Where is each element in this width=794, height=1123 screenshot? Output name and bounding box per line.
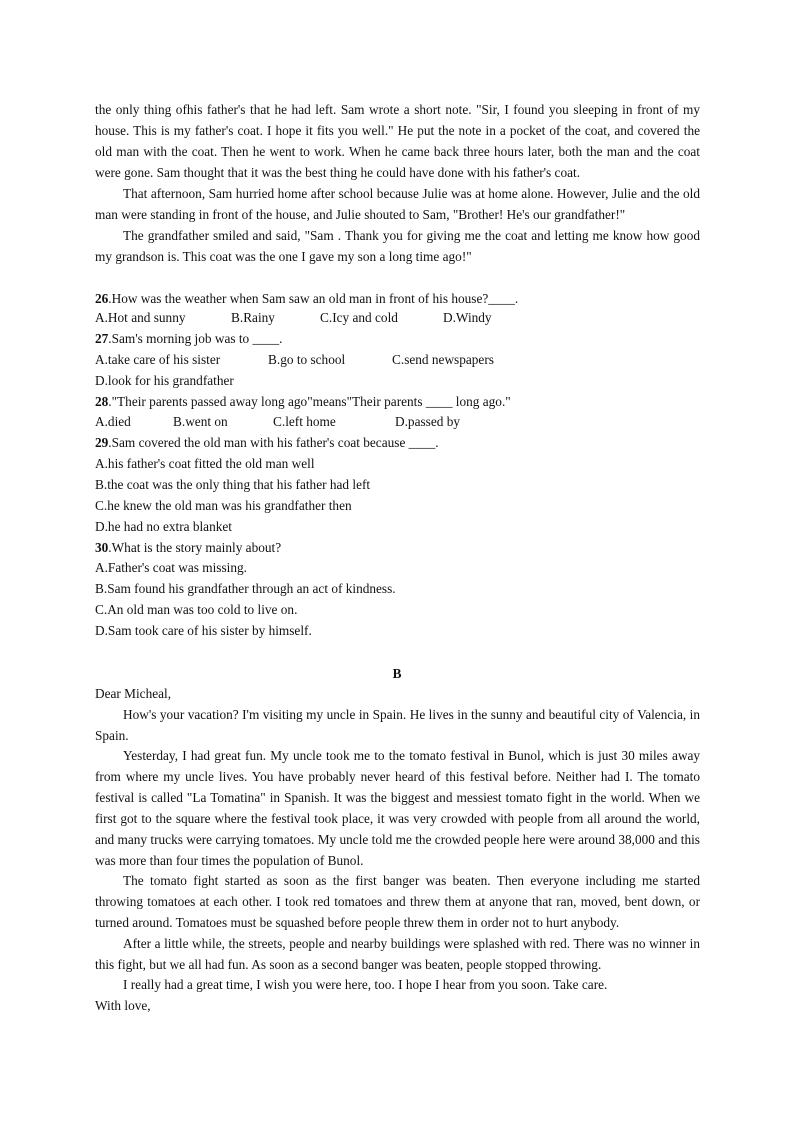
option-c[interactable]: C.An old man was too cold to live on.: [95, 602, 298, 617]
question-text: ."Their parents passed away long ago"means"Their parents ____ long ago.": [108, 394, 511, 409]
letter-paragraph-1: How's your vacation? I'm visiting my uncle in Spain. He lives in the sunny and beautiful city of Valencia, in Spain.: [95, 707, 700, 743]
question-29: [95, 432, 439, 453]
question-number: 27: [95, 331, 109, 346]
option-a[interactable]: A.Hot and sunny: [95, 310, 186, 325]
option-d[interactable]: D.look for his grandfather: [95, 373, 234, 388]
option-a[interactable]: A.Father's coat was missing.: [95, 560, 247, 575]
question-26-options: [95, 307, 492, 328]
option-b[interactable]: B.Sam found his grandfather through an act of kindness.: [95, 581, 396, 596]
question-number: 30: [95, 540, 109, 555]
letter-closing: With love,: [95, 998, 151, 1013]
question-text: .How was the weather when Sam saw an old man in front of his house?____.: [108, 291, 519, 306]
option-b[interactable]: B.the coat was the only thing that his father had left: [95, 477, 371, 492]
option-b[interactable]: B.go to school: [268, 352, 346, 367]
option-c[interactable]: C.he knew the old man was his grandfather then: [95, 498, 352, 513]
question-number: 29: [95, 435, 109, 450]
letter-paragraph-5: I really had a great time, I wish you were here, too. I hope I hear from you soon. Take care.: [123, 977, 608, 992]
option-d[interactable]: D.Sam took care of his sister by himself.: [95, 623, 312, 638]
letter-paragraph-4: After a little while, the streets, people and nearby buildings were splashed with red. There was no winner in this fight, but we all had fun. As soon as a second banger was beaten, people stopped throwing.: [95, 936, 700, 972]
question-text: .What is the story mainly about?: [108, 540, 282, 555]
passage-a-paragraph-1: the only thing ofhis father's that he had left. Sam wrote a short note. "Sir, I found you sleeping in front of my house. This is my father's coat. I hope it fits you well." He put the note in a pocket of the coat, and covered the old man with the coat. Then he went to work. When he came back three hours later, both the man and the coat were gone. Sam thought that it was the best thing he could have done with his father's coat.: [95, 102, 700, 180]
letter-paragraph-3: The tomato fight started as soon as the first banger was beaten. Then everyone including me started throwing tomatoes at each other. I took red tomatoes and threw them at anyone that ran, moved, bent down, or turned around. Tomatoes must be squashed before people threw them in order not to hurt anybody.: [95, 873, 700, 930]
option-d[interactable]: D.passed by: [395, 414, 460, 429]
question-text: .Sam's morning job was to ____.: [108, 331, 283, 346]
option-c[interactable]: C.left home: [273, 414, 336, 429]
question-30: [95, 537, 281, 558]
question-number: 28: [95, 394, 109, 409]
option-d[interactable]: D.he had no extra blanket: [95, 519, 232, 534]
question-27: [95, 328, 282, 349]
option-c[interactable]: C.Icy and cold: [320, 310, 398, 325]
question-27-options: [95, 349, 494, 370]
option-a[interactable]: A.died: [95, 414, 131, 429]
option-b[interactable]: B.went on: [173, 414, 228, 429]
question-28-options: [95, 411, 460, 432]
letter-paragraph-2: Yesterday, I had great fun. My uncle took me to the tomato festival in Bunol, which is just 30 miles away from where my uncle lives. You have probably never heard of this festival before. Neither had I. The tomato festival is called "La Tomatina" in Spanish. It was the biggest and messiest tomato fight in the world. When we first got to the square where the festival took place, it was very crowded with people from all around the world, and many trucks were carrying tomatoes. My uncle told me the crowded people here were around 38,000 and this was more than four times the population of Bunol.: [95, 748, 700, 868]
passage-a-paragraph-2: That afternoon, Sam hurried home after school because Julie was at home alone. However, Julie and the old man were standing in front of the house, and Julie shouted to Sam, "Brother! He's our grandfather!": [95, 186, 700, 222]
question-26: [95, 288, 518, 309]
question-number: 26: [95, 291, 109, 306]
letter-salutation: Dear Micheal,: [95, 686, 172, 701]
option-b[interactable]: B.Rainy: [231, 310, 275, 325]
passage-a-paragraph-3: The grandfather smiled and said, "Sam . Thank you for giving me the coat and letting me know how good my grandson is. This coat was the one I gave my son a long time ago!": [95, 228, 700, 264]
option-a[interactable]: A.take care of his sister: [95, 352, 221, 367]
question-text: .Sam covered the old man with his father's coat because ____.: [108, 435, 439, 450]
question-28: [95, 391, 511, 412]
option-d[interactable]: D.Windy: [443, 310, 492, 325]
option-c[interactable]: C.send newspapers: [392, 352, 494, 367]
option-a[interactable]: A.his father's coat fitted the old man well: [95, 456, 315, 471]
section-heading-b: B: [392, 666, 402, 681]
